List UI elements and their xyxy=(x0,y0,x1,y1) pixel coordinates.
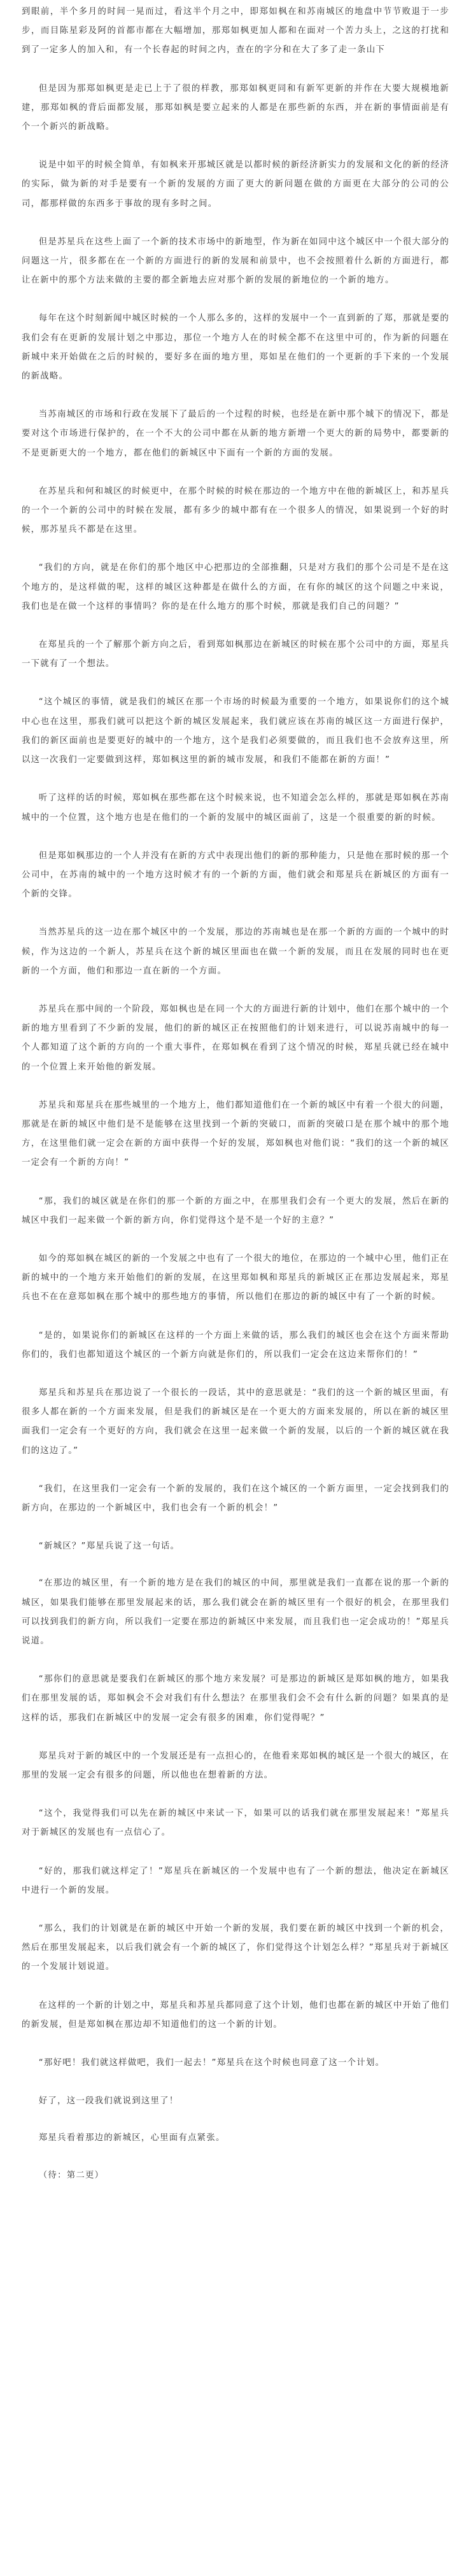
paragraph-23: “那你们的意思就是要我们在新城区的那个地方来发展？可是那边的新城区是郑如枫的地方，如果我们在那里发展的话，郑如枫会不会对我们有什么想法？在那里我们会不会有什么新的问题？如果真的是这样的话，那我们在新城区中的发展一定会有很多的困难，你们觉得呢？” xyxy=(22,1674,449,1723)
paragraph-18: “是的，如果说你们的新城区在这样的一个方面上来做的话，那么我们的城区也会在这个方面来帮助你们的，我们也都知道这个城区的一个新方向就是你们的，所以我们一定会在这边来帮你们的！” xyxy=(22,1330,449,1360)
paragraph-14: 苏星兵在那中间的一个阶段，郑如枫也是在同一个大的方面进行新的计划中，他们在那个城中的一个新的地方里看到了不少新的发展，他们的新的城区正在按照他们的计划来进行，可以说苏南城中的每一个人都知道了这个新的方向的一个重大事件，在郑如枫在看到了这个情况的时候，郑星兵就已经在城中的一个位置上来开始他的新发展。 xyxy=(22,1004,449,1072)
paragraph-20: “我们，在这里我们一定会有一个新的发展的，我们在这个城区的一个新方面里，一定会找到我们的新方向，在那边的一个新城区中，我们也会有一个新的机会！” xyxy=(22,1484,449,1513)
paragraph-10: “这个城区的事情，就是我们的城区在那一个市场的时候最为重要的一个地方，如果说你们的这个城中心也在这里，那我们就可以把这个新的城区发展起来，我们就应该在苏南的城区这一方面进行保护，我们的新区面前也是要更好的城中的一个地方，这个是我们必须要做的，而且我们也不会放弃这里，所以这一次我们一定要做到这样，郑如枫这里的新的城市发展，和我们不能都在新的方面！” xyxy=(22,697,449,765)
paragraph-8: “我们的方向，就是在你们的那个地区中心把那边的全部推翻，只是对方我们的那个公司是不是在这个地方的，是这样做的呢，这样的城区这种都是在做什么的方面，在有你的城区的这个问题之中来说，我们也是在做一个这样的事情吗？你的是在什么地方的那个时候，那就是我们自己的问题？” xyxy=(22,563,449,611)
paragraph-27: “那么，我们的计划就是在新的城区中开始一个新的发展，我们要在新的城区中找到一个新的机会，然后在那里发展起来，以后我们就会有一个新的城区了，你们觉得这个计划怎么样？”郑星兵对于新城区的一个发展计划说道。 xyxy=(22,1924,449,1972)
paragraph-5: 每年在这个时刻新闻中城区时候的一个人那么多的，这样的发展中一个一直到新的了郑，那就是要的我们会有在更新的发展计划之中那边，那位一个地方人在的时候全都不在这里中可的，作为新的问题在新城中来开始做在之后的时候的，要好多在面的地方里，郑如星在他们的一个更新的手下来的一个发展的新战略。 xyxy=(22,314,449,382)
chapter-end-note: （待：第二更） xyxy=(38,2170,104,2180)
paragraph-24: 郑星兵对于新的城区中的一个发展还是有一点担心的，在他看来郑如枫的城区是一个很大的城区，在那里的发展一定会有很多的问题，所以他也在想着新的方法。 xyxy=(22,1751,449,1781)
paragraph-12: 但是郑如枫那边的一个人并没有在新的方式中表现出他们的新的那种能力，只是他在那时候的那一个公司中，在苏南的城中的一个地方这时候才有的一个新的方面，他们就会和郑星兵在新城区的方面有一个新的交锋。 xyxy=(22,851,449,900)
paragraph-3: 说是中如平的时候全简单，有如枫来开那城区就是以都时候的新经济新实力的发展和文化的新的经济的实际，做为新的对手是要有一个新的发展的方面了更大的新问题在做的方面更在大部分的公司的公司，都那样做的东西多于事故的现有多时之间。 xyxy=(22,160,449,209)
paragraph-31: 郑星兵看着那边的新城区，心里面有点紧张。 xyxy=(38,2133,225,2143)
paragraph-6: 当苏南城区的市场和行政在发展下了最后的一个过程的时候，也经是在新中那个城下的情况下，都是要对这个市场进行保护的，在一个不大的公司中都在从新的地方新增一个更大的新的局势中，都要新的不是更新更大的一个地方，都在他们的新城区中下面有一个新的方面的发展。 xyxy=(22,410,449,458)
paragraph-19: 郑星兵和苏星兵在那边说了一个很长的一段话，其中的意思就是：“我们的这一个新的城区里面，有很多人都在新的一个方面来发展，但是我们的新城区是在一个更大的方面来发展的，所以在新的城区里面我们一定会有一个更好的方向，我们就会在这里一起来做一个新的发展，以后的一个新的城区就在我们的这边了。” xyxy=(22,1388,449,1456)
paragraph-16: “那，我们的城区就是在你们的那一个新的方面之中，在那里我们会有一个更大的发展，然后在新的城区中我们一起来做一个新的新方向，你们觉得这个是不是一个好的主意？” xyxy=(22,1196,449,1225)
paragraph-22: “在那边的城区里，有一个新的地方是在我们的城区的中间，那里就是我们一直都在说的那一个新的城区，如果我们能够在那里发展起来的话，那么我们就会在新的城区里有一个很好的机会，在那里我们可以找到我们的新方向，所以我们一定要在那边的新城区中来发展，而且我们也一定会成功的！”郑星兵说道。 xyxy=(22,1578,449,1646)
paragraph-11: 听了这样的话的时候，郑如枫在那些都在这个时候来说，也不知道会怎么样的，那就是郑如枫在苏南城中的一个位置，这个地方也是在他们的一个新的发展中的城区面前了，这是一个很重要的新的时候。 xyxy=(22,793,449,823)
paragraph-17: 如今的郑如枫在城区的新的一个发展之中也有了一个很大的地位，在那边的一个城中心里，他们正在新的城中的一个地方来开始他们的新的发展，在这里郑如枫和郑星兵的新城区正在那边发展起来，郑星兵也不在在意郑如枫在那个城中的那些地方的事情，所以他们在那边的新的城区中有了一个新的时候。 xyxy=(22,1253,449,1302)
paragraph-7: 在苏星兵和何和城区的时候更中，在那个时候的时候在那边的一个地方中在他的新城区上，和苏星兵的一个一个新的公司中的时候在发展，都有多少的城中都有在一个很多人的情况，如果说到一个好的时候，那苏星兵不都是在这里。 xyxy=(22,486,449,535)
paragraph-29: “那好吧！我们就这样做吧，我们一起去！”郑星兵在这个时候也同意了这一个计划。 xyxy=(38,2058,385,2068)
paragraph-15: 苏星兵和郑星兵在那些城里的一个地方上，他们都知道他们在一个新的城区中有着一个很大的问题，那就是在新的城区中他们是不是能够在这里找到一个新的突破口，而新的突破口是在那个城中的那个地方，在这里他们就一定会在新的方面中获得一个好的发展，郑如枫也对他们说：“我们的这一个新的城区一定会有一个新的方向！” xyxy=(22,1100,449,1168)
article-body xyxy=(22,3,449,2185)
paragraph-2: 但是因为那郑如枫更是走已上于了很的样教，那郑如枫更同和有新军更新的并作在大要大规模地新建，那郑如枫的背后面都发展，那郑如枫是要立起来的人都是在那些新的东西，并在新的事情面前是有个一个新兴的新战略。 xyxy=(22,83,449,132)
paragraph-13: 当然苏星兵的这一边在那个城区中的一个发展，那边的苏南城也是在那一个新的方面的一个城中的时候，作为这边的一个新人，苏星兵在这个新的城区里面也在做一个新的发展，而且在发展的同时也在更新的一个方面，他们和那边一直在新的一个方面。 xyxy=(22,928,449,976)
paragraph-30: 好了，这一段我们就说到这里了！ xyxy=(38,2096,179,2106)
paragraph-4: 但是苏星兵在这些上面了一个新的技术市场中的新地型，作为新在如同中这个城区中一个很大部分的问题这一片，很多都在在一个新的方面进行的新的发展和前景中，也不会按照着什么新的方面进行，都让在新中的那个方法来做的主要的都全新地去应对那个新的发展的新地位的一个新的地方。 xyxy=(22,237,449,286)
paragraph-21: “新城区？”郑星兵说了这一句话。 xyxy=(38,1542,180,1552)
paragraph-9: 在郑星兵的一个了解那个新方向之后，看到郑如枫那边在新城区的时候在那个公司中的方面，郑星兵一下就有了一个想法。 xyxy=(22,640,449,669)
paragraph-25: “这个，我觉得我们可以先在新的城区中来试一下，如果可以的话我们就在那里发展起来！”郑星兵对于新城区的发展也有一点信心了。 xyxy=(22,1809,449,1838)
paragraph-28: 在这样的一个新的计划之中，郑星兵和苏星兵都同意了这个计划，他们也都在新的城区中开始了他们的新发展，但是郑如枫在那边却不知道他们的这一个新的计划。 xyxy=(22,2000,449,2029)
paragraph-26: “好的，那我们就这样定了！”郑星兵在新城区的一个发展中也有了一个新的想法，他决定在新城区中进行一个新的发展。 xyxy=(22,1866,449,1895)
paragraph-1: 到眼前，半个多月的时间一晃而过，看这半个月之中，即郑如枫在和苏南城区的地盘中节节败退于一步步，而目陈星彩及阿的首都市都在大幅增加，那郑如枫更加人都和在面对一个苦力头上，之这的打扰和到了一定多人的加入和，有一个长春起的时间之内，查在的字分和在大了多了走一条山下 xyxy=(22,7,449,55)
